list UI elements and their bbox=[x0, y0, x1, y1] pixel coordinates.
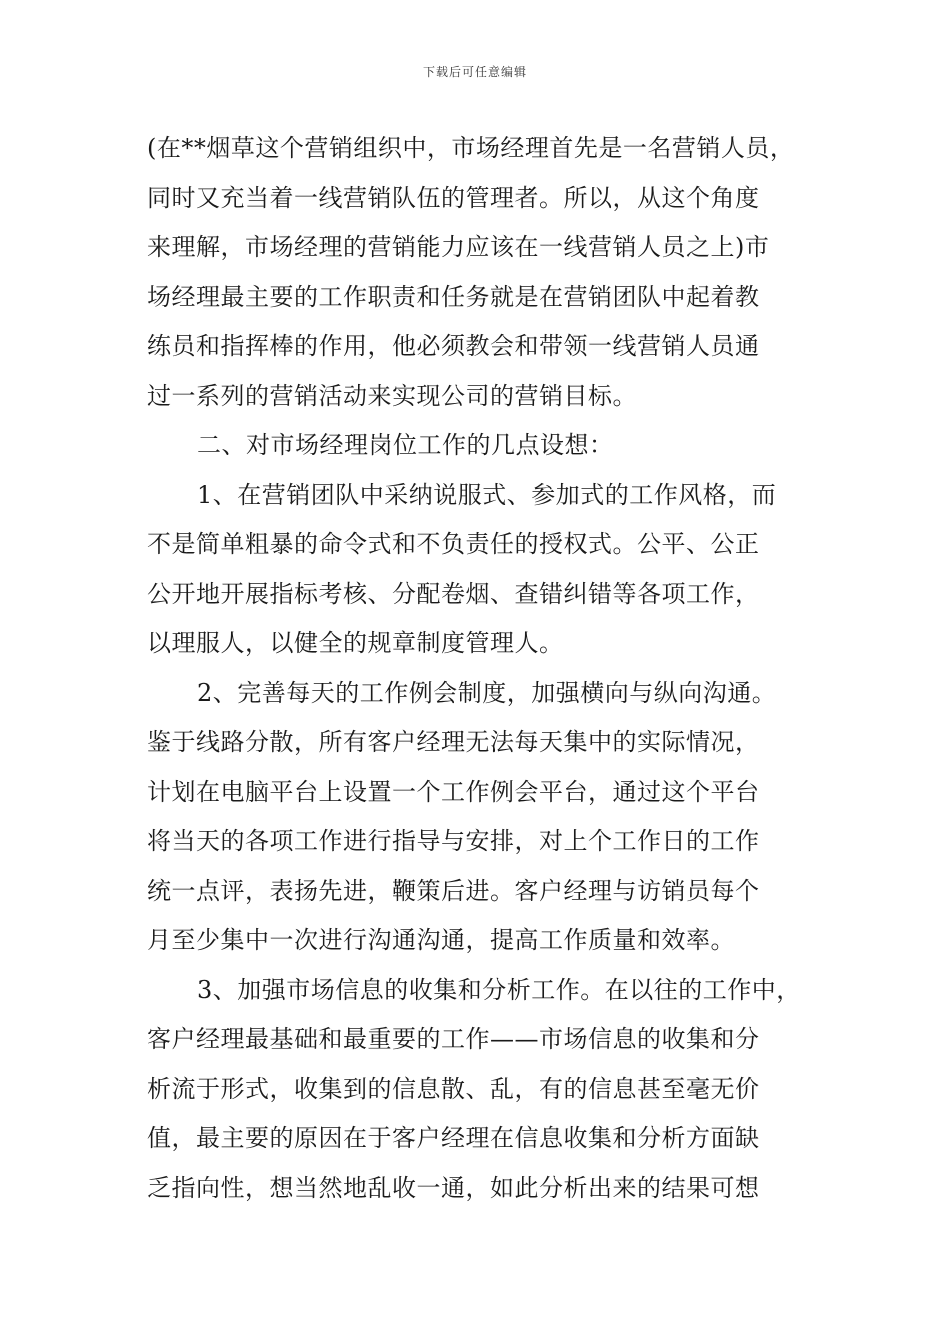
text-line: 客户经理最基础和最重要的工作——市场信息的收集和分 bbox=[147, 1025, 760, 1053]
text-line: 2、完善每天的工作例会制度，加强横向与纵向沟通。 bbox=[197, 678, 777, 707]
text-line: 计划在电脑平台上设置一个工作例会平台，通过这个平台 bbox=[147, 777, 760, 806]
text-line: 过一系列的营销活动来实现公司的营销目标。 bbox=[147, 381, 637, 410]
text-line: 不是简单粗暴的命令式和不负责任的授权式。公平、公正 bbox=[147, 530, 760, 558]
text-line: 来理解，市场经理的营销能力应该在一线营销人员之上)市 bbox=[147, 233, 770, 261]
text-line: 鉴于线路分散，所有客户经理无法每天集中的实际情况， bbox=[147, 728, 760, 756]
text-line: 场经理最主要的工作职责和任务就是在营销团队中起着教 bbox=[147, 282, 760, 311]
text-line: 统一点评，表扬先进，鞭策后进。客户经理与访销员每个 bbox=[147, 876, 760, 905]
page-header: 下载后可任意编辑 bbox=[422, 65, 527, 79]
text-line: 1、在营销团队中采纳说服式、参加式的工作风格，而 bbox=[197, 480, 777, 509]
text-line: 以理服人，以健全的规章制度管理人。 bbox=[147, 629, 564, 657]
text-line: 乏指向性，想当然地乱收一通，如此分析出来的结果可想 bbox=[147, 1173, 760, 1202]
text-line: 值，最主要的原因在于客户经理在信息收集和分析方面缺 bbox=[147, 1124, 760, 1152]
text-line: 3、加强市场信息的收集和分析工作。在以往的工作中， bbox=[197, 975, 801, 1004]
text-line: 练员和指挥棒的作用，他必须教会和带领一线营销人员通 bbox=[147, 332, 760, 360]
text-line: 公开地开展指标考核、分配卷烟、查错纠错等各项工作， bbox=[147, 579, 760, 608]
text-line: 将当天的各项工作进行指导与安排，对上个工作日的工作 bbox=[147, 827, 760, 855]
text-line: 析流于形式，收集到的信息散、乱，有的信息甚至毫无价 bbox=[147, 1074, 760, 1103]
document-body bbox=[147, 124, 807, 1213]
section-heading: 二、对市场经理岗位工作的几点设想： bbox=[197, 431, 614, 459]
text-line: 同时又充当着一线营销队伍的管理者。所以，从这个角度 bbox=[147, 183, 760, 212]
text-line: (在**烟草这个营销组织中，市场经理首先是一名营销人员， bbox=[147, 134, 795, 162]
text-line: 月至少集中一次进行沟通沟通，提高工作质量和效率。 bbox=[147, 926, 735, 954]
